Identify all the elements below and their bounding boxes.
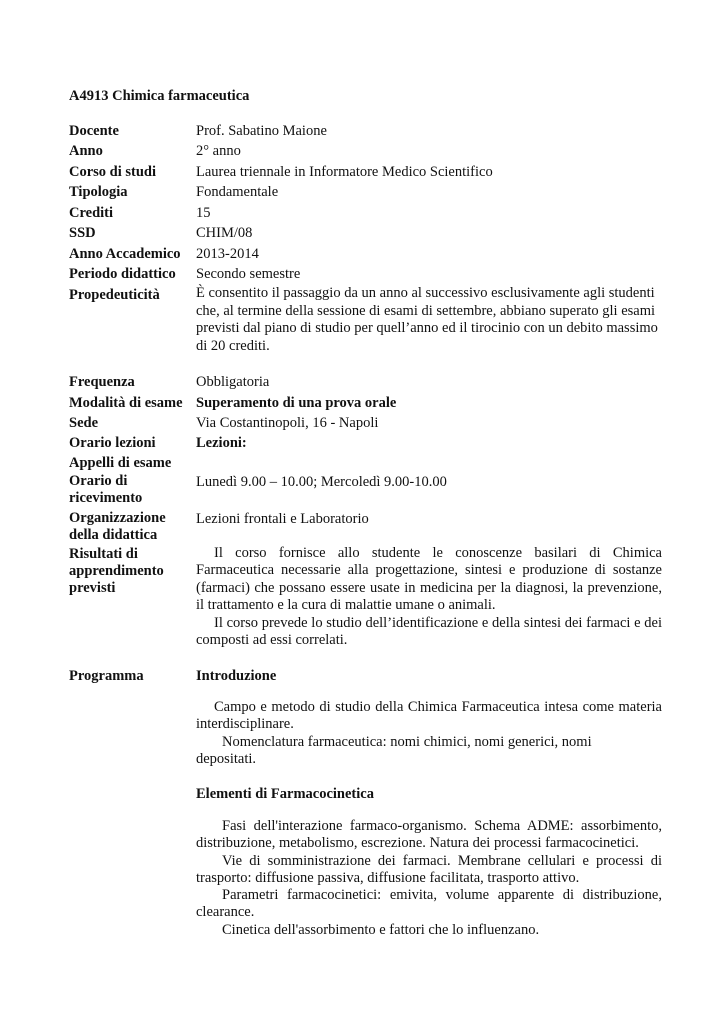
introduzione-paragraph-2: Nomenclatura farmaceutica: nomi chimici, nomi generici, nomi depositati. xyxy=(196,733,592,768)
label-risultati-line3: previsti xyxy=(69,580,116,596)
label-modalita: Modalità di esame xyxy=(69,395,183,411)
section-title-farmacocinetica: Elementi di Farmacocinetica xyxy=(196,786,374,802)
farmacocinetica-body xyxy=(196,818,662,939)
value-frequenza: Obbligatoria xyxy=(196,374,270,390)
label-risultati xyxy=(69,546,194,597)
label-ricevimento xyxy=(69,473,194,507)
introduzione-paragraph-1: Campo e metodo di studio della Chimica Farmaceutica intesa come materia interdisciplinare. xyxy=(196,699,662,733)
value-modalita: Superamento di una prova orale xyxy=(196,395,397,411)
label-ricevimento-line1: Orario di xyxy=(69,473,128,489)
introduzione-body xyxy=(196,699,662,769)
label-corso: Corso di studi xyxy=(69,164,157,180)
value-orario-lezioni: Lezioni: xyxy=(196,435,247,451)
label-tipologia: Tipologia xyxy=(69,184,128,200)
farmacocinetica-paragraph-1: Fasi dell'interazione farmaco-organismo. Schema ADME: assorbimento, distribuzione, metabolismo, escrezione. Natura dei processi farmacocinetici. xyxy=(196,818,662,852)
value-periodo: Secondo semestre xyxy=(196,266,301,282)
section-title-introduzione: Introduzione xyxy=(196,668,277,684)
label-risultati-line1: Risultati di xyxy=(69,546,138,562)
value-risultati xyxy=(196,545,662,649)
value-ssd: CHIM/08 xyxy=(196,225,253,241)
value-anno: 2° anno xyxy=(196,143,241,159)
label-anno: Anno xyxy=(69,143,103,159)
farmacocinetica-paragraph-3: Parametri farmacocinetici: emivita, volume apparente di distribuzione, clearance. xyxy=(196,887,662,921)
value-anno-accademico: 2013-2014 xyxy=(196,246,259,262)
label-crediti: Crediti xyxy=(69,205,114,221)
document-title: A4913 Chimica farmaceutica xyxy=(69,88,250,104)
label-ricevimento-line2: ricevimento xyxy=(69,490,143,506)
value-crediti: 15 xyxy=(196,205,211,221)
value-organizzazione: Lezioni frontali e Laboratorio xyxy=(196,511,369,527)
label-anno-accademico: Anno Accademico xyxy=(69,246,181,262)
label-organizzazione-line1: Organizzazione xyxy=(69,510,166,526)
label-ssd: SSD xyxy=(69,225,96,241)
farmacocinetica-paragraph-4: Cinetica dell'assorbimento e fattori che lo influenzano. xyxy=(222,921,540,938)
label-programma: Programma xyxy=(69,668,144,684)
label-organizzazione xyxy=(69,510,194,544)
risultati-paragraph-2: Il corso prevede lo studio dell’identificazione e della sintesi dei farmaci e dei composti ad essi correlati. xyxy=(196,614,662,649)
label-organizzazione-line2: della didattica xyxy=(69,527,158,543)
value-corso: Laurea triennale in Informatore Medico Scientifico xyxy=(196,164,493,180)
value-propedeuticita: È consentito il passaggio da un anno al successivo esclusivamente agli studenti che, al termine della sessione di esami di settembre, abbiano superato gli esami previsti dal piano di studio per quell’anno ed il tirocinio con un debito massimo di 20 crediti. xyxy=(196,285,658,354)
label-risultati-line2: apprendimento xyxy=(69,563,164,579)
label-orario-lezioni: Orario lezioni xyxy=(69,435,156,451)
label-periodo: Periodo didattico xyxy=(69,266,176,282)
value-ricevimento: Lunedì 9.00 – 10.00; Mercoledì 9.00-10.00 xyxy=(196,474,447,490)
label-frequenza: Frequenza xyxy=(69,374,135,390)
label-appelli: Appelli di esame xyxy=(69,455,172,471)
value-sede: Via Costantinopoli, 16 - Napoli xyxy=(196,415,379,431)
label-sede: Sede xyxy=(69,415,98,431)
farmacocinetica-paragraph-2: Vie di somministrazione dei farmaci. Membrane cellulari e processi di trasporto: diffusione passiva, diffusione facilitata, trasporto attivo. xyxy=(196,852,662,886)
label-propedeuticita: Propedeuticità xyxy=(69,287,160,303)
value-tipologia: Fondamentale xyxy=(196,184,279,200)
risultati-paragraph-1: Il corso fornisce allo studente le conoscenze basilari di Chimica Farmaceutica necessarie alla progettazione, sintesi e produzione di sostanze (farmaci) che possano essere usate in medicina per la diagnosi, la prevenzione, il trattamento e la cura di malattie umane o animali. xyxy=(196,545,662,614)
label-docente: Docente xyxy=(69,123,119,139)
value-docente: Prof. Sabatino Maione xyxy=(196,123,327,139)
